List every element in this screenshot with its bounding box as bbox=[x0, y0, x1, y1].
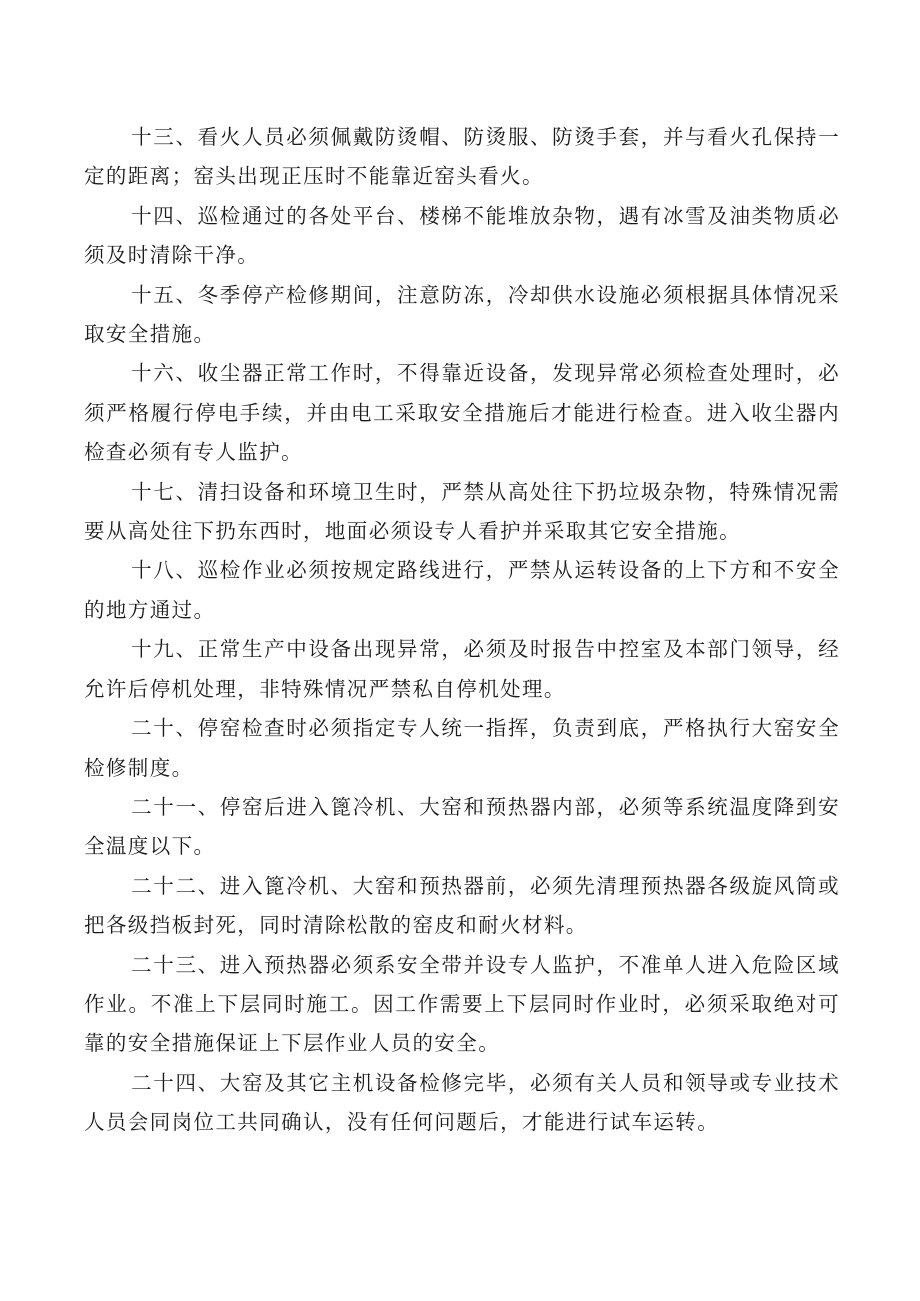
paragraph-13: 十三、看火人员必须佩戴防烫帽、防烫服、防烫手套，并与看火孔保持一定的距离；窑头出现正压时不能靠近窑头看火。 bbox=[84, 125, 840, 189]
paragraph-22: 二十二、进入篦冷机、大窑和预热器前，必须先清理预热器各级旋风筒或把各级挡板封死，同时清除松散的窑皮和耐火材料。 bbox=[84, 873, 840, 938]
document-body bbox=[84, 118, 840, 1143]
paragraph-19: 十九、正常生产中设备出现异常，必须及时报告中控室及本部门领导，经允许后停机处理，非特殊情况严禁私自停机处理。 bbox=[84, 637, 840, 701]
paragraph-16: 十六、收尘器正常工作时，不得靠近设备，发现异常必须检查处理时，必须严格履行停电手续，并由电工采取安全措施后才能进行检查。进入收尘器内检查必须有专人监护。 bbox=[84, 361, 840, 465]
paragraph-14: 十四、巡检通过的各处平台、楼梯不能堆放杂物，遇有冰雪及油类物质必须及时清除干净。 bbox=[84, 203, 840, 268]
paragraph-23: 二十三、进入预热器必须系安全带并设专人监护，不准单人进入危险区域作业。不准上下层同时施工。因工作需要上下层同时作业时，必须采取绝对可靠的安全措施保证上下层作业人员的安全。 bbox=[84, 952, 840, 1056]
paragraph-24: 二十四、大窑及其它主机设备检修完毕，必须有关人员和领导或专业技术人员会同岗位工共同确认，没有任何问题后，才能进行试车运转。 bbox=[84, 1070, 840, 1135]
paragraph-17: 十七、清扫设备和环境卫生时，严禁从高处往下扔垃圾杂物，特殊情况需要从高处往下扔东西时，地面必须设专人看护并采取其它安全措施。 bbox=[84, 479, 840, 544]
paragraph-15: 十五、冬季停产检修期间，注意防冻，冷却供水设施必须根据具体情况采取安全措施。 bbox=[84, 282, 840, 347]
paragraph-18: 十八、巡检作业必须按规定路线进行，严禁从运转设备的上下方和不安全的地方通过。 bbox=[84, 558, 840, 622]
paragraph-20: 二十、停窑检查时必须指定专人统一指挥，负责到底，严格执行大窑安全检修制度。 bbox=[84, 716, 840, 780]
paragraph-21: 二十一、停窑后进入篦冷机、大窑和预热器内部，必须等系统温度降到安全温度以下。 bbox=[84, 794, 840, 859]
